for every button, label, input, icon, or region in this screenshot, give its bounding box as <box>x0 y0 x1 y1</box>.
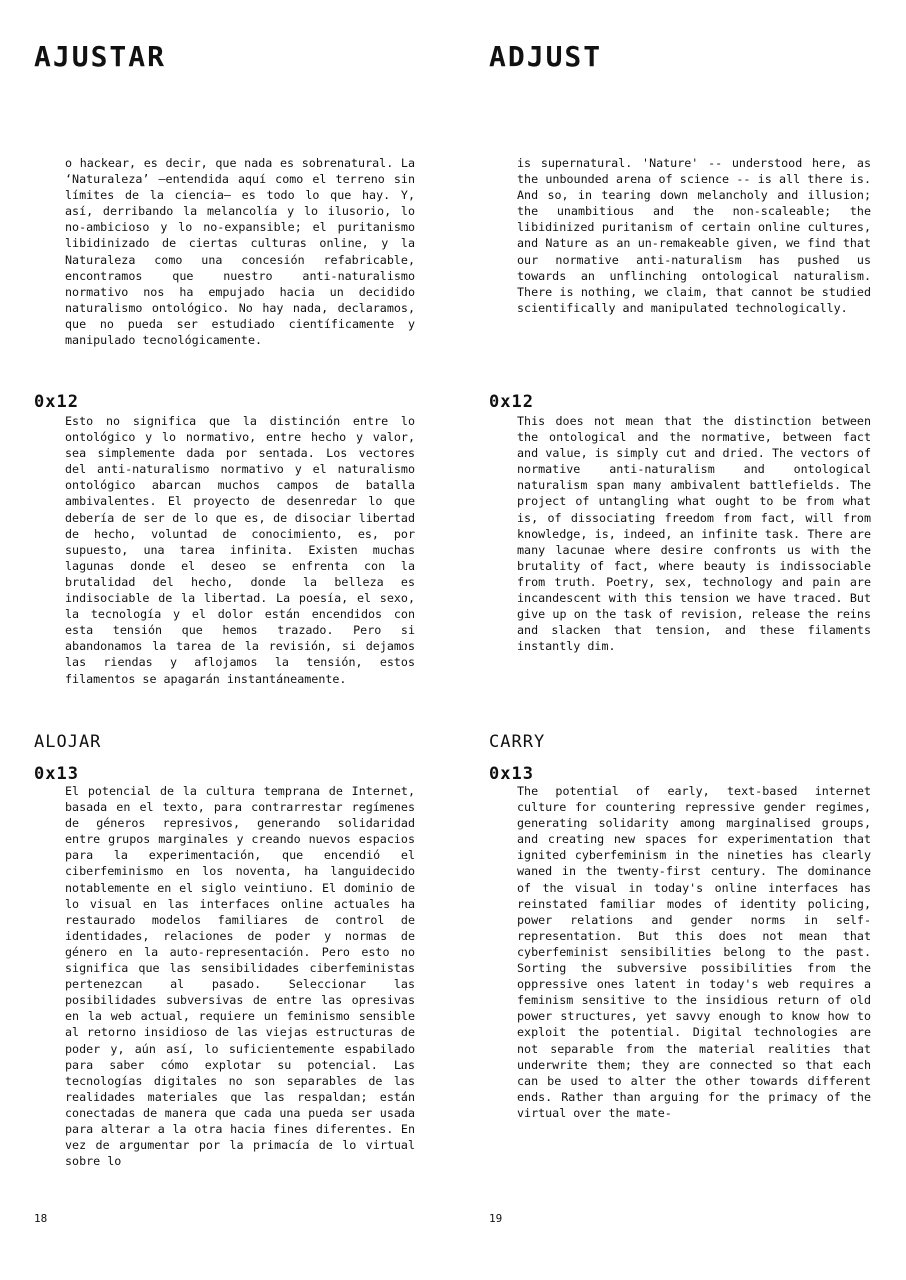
section-code: 0x13 <box>489 764 534 784</box>
section-code: 0x12 <box>34 392 79 412</box>
page-title: AJUSTAR <box>34 40 167 73</box>
section-body <box>65 783 415 1169</box>
section-body <box>517 783 871 1121</box>
section-heading: ALOJAR <box>34 732 102 752</box>
page-number: 19 <box>489 1212 503 1225</box>
section-text: This does not mean that the distinction between the ontological and the normative, between fact and value, is simply cut and dried. The vectors of normative anti-naturalism and ontological naturalism span many ambivalent battlefields. The project of untangling what ought to be from what is, of dissociating freedom from fact, will from knowledge, is, indeed, an infinite task. There are many lacunae where desire confronts us with the brutality of fact, where beauty is indissociable from truth. Poetry, sex, technology and pain are incandescent with this tension we have traced. But give up on the task of revision, release the reins and slacken that tension, and these filaments instantly dim. <box>517 414 871 654</box>
section-body <box>65 413 415 687</box>
section-code: 0x13 <box>34 764 79 784</box>
section-text: The potential of early, text-based internet culture for countering repressive gender regimes, generating solidarity among marginalised groups, and creating new spaces for experimentation that ignited cyberfeminism in the nineties has clearly waned in the twenty-first century. The dominance of the visual in today's online interfaces has reinstated familiar modes of identity policing, power relations and gender norms in self-representation. But this does not mean that cyberfeminist sensibilities belong to the past. Sorting the subversive possibilities from the oppressive ones latent in today's web requires a feminism sensitive to the insidious return of old power structures, yet savvy enough to know how to exploit the potential. Digital technologies are not separable from the material realities that underwrite them; they are connected so that each can be used to alter the other towards different ends. Rather than arguing for the primacy of the virtual over the mate- <box>517 784 871 1120</box>
page-title: ADJUST <box>489 40 603 73</box>
intro-paragraph <box>65 155 415 348</box>
section-text: Esto no significa que la distinción entre lo ontológico y lo normativo, entre hecho y valor, sea simplemente dada por sentada. Los vectores del anti-naturalismo normativo y el naturalismo ontológico abarcan muchos campos de batalla ambivalentes. El proyecto de desenredar lo que debería de ser de lo que es, de disociar libertad de hecho, voluntad de conocimiento, es, por supuesto, una tarea infinita. Existen muchas lagunas donde el deseo se enfrenta con la brutalidad del hecho, donde la belleza es indisociable de la libertad. La poesía, el sexo, la tecnología y el dolor están encendidos con esta tensión que hemos trazado. Pero si abandonamos la tarea de la revisión, si dejamos las riendas y aflojamos la tensión, estos filamentos se apagarán instantáneamente. <box>65 414 415 686</box>
intro-text: o hackear, es decir, que nada es sobrenatural. La ‘Naturaleza’ —entendida aquí como el terreno sin límites de la ciencia— es todo lo que hay. Y, así, derribando la melancolía y lo ilusorio, lo no-ambicioso y lo no-expansible; el puritanismo libidinizado de ciertas culturas online, y la Naturaleza como una concesión refabricable, encontramos que nuestro anti-naturalismo normativo nos ha empujado hacia un decidido naturalismo ontológico. No hay nada, declaramos, que no pueda ser estudiado científicamente y manipulado tecnológicamente. <box>65 156 415 348</box>
page-number: 18 <box>34 1212 48 1225</box>
right-page <box>453 0 906 1280</box>
section-body <box>517 413 871 654</box>
section-code: 0x12 <box>489 392 534 412</box>
intro-paragraph <box>517 155 871 316</box>
section-heading: CARRY <box>489 732 546 752</box>
section-text: El potencial de la cultura temprana de Internet, basada en el texto, para contrarrestar regímenes de géneros represivos, generando solidaridad entre grupos marginales y creando nuevos espacios para la experimentación, que encendió el ciberfeminismo en los noventa, ha languidecido notablemente en el siglo veintiuno. El dominio de lo visual en las interfaces online actuales ha restaurado modelos familiares de control de identidades, relaciones de poder y normas de género en la auto-representación. Pero esto no significa que las sensibilidades ciberfeministas pertenezcan al pasado. Seleccionar las posibilidades subversivas de entre las opresivas en la web actual, requiere un feminismo sensible al retorno insidioso de las viejas estructuras de poder y, aún así, lo suficientemente espabilado para saber cómo explotar su potencial. Las tecnologías digitales no son separables de las realidades materiales que las respaldan; están conectadas de manera que cada una pueda ser usada para alterar a la otra hacia fines diferentes. En vez de argumentar por la primacía de lo virtual sobre lo <box>65 784 415 1169</box>
intro-text: is supernatural. 'Nature' -- understood here, as the unbounded arena of science -- is all there is. And so, in tearing down melancholy and illusion; the unambitious and the non-scaleable; the libidinized puritanism of certain online cultures, and Nature as an un-remakeable given, we find that our normative anti-naturalism has pushed us towards an unflinching ontological naturalism. There is nothing, we claim, that cannot be studied scientifically and manipulated technologically. <box>517 156 871 315</box>
